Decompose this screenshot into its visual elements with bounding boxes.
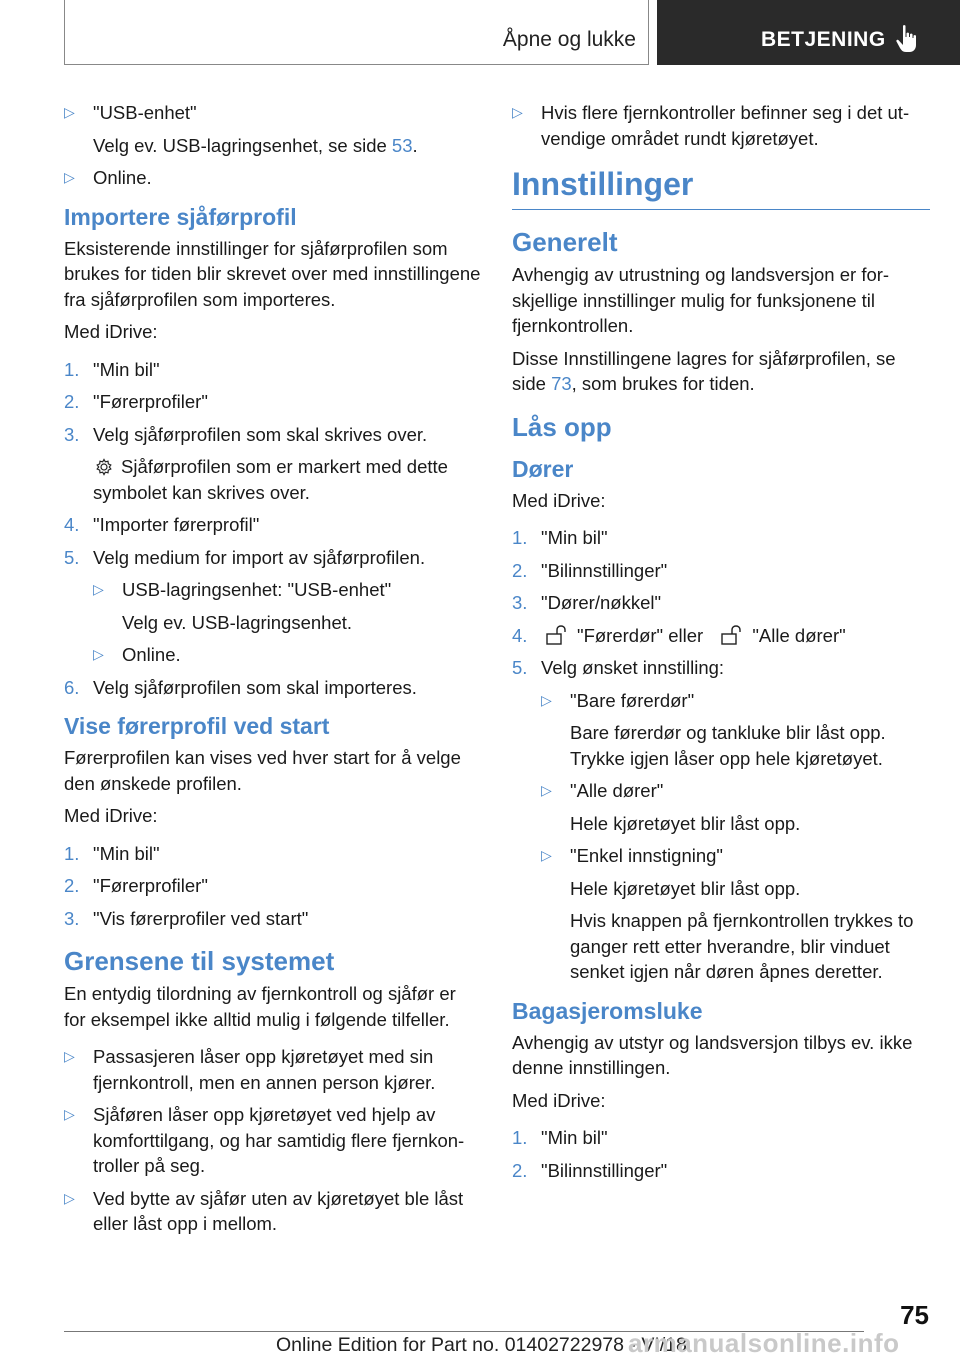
limit-text: Hvis flere fjernkontroller befinner seg i det utvendige området rundt kjøretøyet. — [541, 102, 910, 149]
page-link-73[interactable]: 73 — [551, 373, 572, 394]
step-number: 3. — [512, 592, 528, 613]
step-number: 1. — [512, 527, 528, 548]
heading-settings: Innstillinger — [512, 165, 930, 210]
step-text: "Min bil" — [93, 358, 160, 380]
step-item — [512, 623, 930, 649]
paragraph-import: Eksisterende innstillinger for sjåførprofilen som brukes for tiden blir skrevet over med innstillingene fra sjåførprofilen som importeres. — [64, 237, 481, 310]
list-item — [64, 100, 482, 126]
usb-note-text: Velg ev. USB-lagringsenhet, se side — [93, 134, 392, 156]
step-text: "Vis førerprofiler ved start" — [93, 907, 309, 929]
step-item — [512, 1125, 930, 1151]
gear-icon — [93, 458, 115, 476]
option-note: Bare førerdør og tankluke blir låst opp. Trykke igjen låser opp hele kjøretøyet. — [570, 722, 886, 769]
list-item — [64, 1186, 482, 1237]
step-number: 6. — [64, 676, 80, 698]
paragraph-saved — [512, 346, 930, 397]
sub-item-note: Velg ev. USB-lagringsenhet. — [122, 611, 353, 633]
limit-text: Sjåføren låser opp kjøretøyet ved hjelp av komforttilgang, og har samtidig flere fjernkontroller på seg. — [93, 1104, 465, 1176]
step-number: 1. — [512, 1127, 528, 1148]
paragraph-system-limits: En entydig tilordning av fjernkontroll og sjåfør er for eksempel ikke alltid mulig i følgende tilfeller. — [64, 983, 456, 1030]
list-item — [64, 165, 482, 191]
bullet-triangle-icon: ▷ — [541, 847, 552, 863]
heading-system-limits: Grensene til systemet — [64, 946, 335, 976]
step-number: 3. — [64, 907, 80, 929]
step-number: 2. — [64, 875, 80, 896]
option-note: Hele kjøretøyet blir låst opp. — [570, 877, 801, 899]
footer-edition: Online Edition for Part no. 01402722978 - VI/18 — [276, 1334, 687, 1356]
step-item — [64, 873, 482, 899]
step-text: "Førerprofiler" — [93, 391, 208, 412]
sub-list-item — [64, 577, 482, 603]
pointing-hand-icon — [895, 24, 921, 54]
step-item — [64, 389, 482, 415]
saved-text-end: , som brukes for tiden. — [571, 373, 755, 394]
sub-item-text: Online. — [122, 644, 181, 665]
step-number: 5. — [64, 546, 80, 568]
sub-list-item — [512, 688, 930, 714]
bullet-triangle-icon: ▷ — [541, 691, 552, 708]
step-item — [512, 558, 930, 584]
right-column — [512, 100, 930, 1190]
bullet-triangle-icon: ▷ — [93, 581, 104, 597]
bullet-triangle-icon: ▷ — [541, 782, 552, 798]
header-chapter-label: BETJENING — [761, 28, 886, 51]
step-number: 3. — [64, 423, 80, 445]
option-text: "Alle dører" — [570, 780, 664, 801]
paragraph-trunk: Avhengig av utstyr og landsversjon tilbys ev. ikke denne innstillingen. — [512, 1031, 913, 1078]
step-item — [64, 357, 482, 383]
step-text: "Importer førerprofil" — [93, 514, 260, 535]
step-text: "Min bil" — [541, 527, 608, 548]
unlock-icon — [720, 625, 744, 645]
sub-list-item — [512, 778, 930, 804]
option-note: Hvis knappen på fjernkontrollen trykkes to ganger rett etter hverandre, blir vinduet senket igjen når døren åpnes deretter. — [570, 910, 914, 982]
usb-note-end: . — [412, 134, 418, 156]
list-item — [64, 1102, 482, 1179]
option-text: "Bare førerdør" — [570, 689, 695, 711]
heading-import-profile: Importere sjåførprofil — [64, 203, 297, 230]
step-text: "Alle dører" — [752, 624, 846, 646]
header-section-title: Åpne og lukke — [502, 28, 636, 51]
bullet-triangle-icon: ▷ — [64, 1189, 75, 1206]
header-rule-bottom — [64, 64, 649, 65]
heading-unlock: Lås opp — [512, 411, 612, 442]
step-number: 2. — [512, 559, 528, 581]
step-text: Velg sjåførprofilen som skal importeres. — [93, 676, 417, 698]
step-text: Velg sjåførprofilen som skal skrives over. — [93, 423, 428, 445]
header-rule-right — [648, 0, 649, 65]
idrive-label: Med iDrive: — [512, 489, 606, 511]
step-number: 1. — [64, 358, 80, 380]
paragraph-general: Avhengig av utrustning og landsversjon er forskjellige innstillinger mulig for funksjonene til fjernkontrollen. — [512, 264, 890, 336]
step-note — [64, 454, 482, 505]
page-number: 75 — [900, 1300, 929, 1330]
bullet-triangle-icon: ▷ — [64, 1048, 75, 1064]
header-rule-left — [64, 0, 65, 65]
step-item — [64, 675, 482, 701]
step-number: 2. — [512, 1159, 528, 1181]
idrive-label: Med iDrive: — [512, 1089, 606, 1111]
step-text: "Førerprofiler" — [93, 875, 208, 896]
step-number: 5. — [512, 657, 528, 678]
step-text: "Min bil" — [93, 842, 160, 864]
usb-option-note — [64, 133, 482, 159]
bullet-triangle-icon: ▷ — [64, 1106, 75, 1122]
step-item — [64, 422, 482, 448]
sub-list-item — [64, 642, 482, 668]
step-number: 4. — [64, 514, 80, 535]
step-item — [512, 525, 930, 551]
limit-text: Passasjeren låser opp kjøretøyet med sin fjernkontroll, men en annen person kjører. — [93, 1046, 436, 1093]
page-link-53[interactable]: 53 — [391, 134, 413, 156]
usb-option-text: "USB-enhet" — [93, 102, 197, 123]
bullet-triangle-icon: ▷ — [93, 646, 104, 662]
idrive-label: Med iDrive: — [64, 805, 158, 826]
list-item — [512, 100, 930, 151]
sub-item-text: USB-lagringsenhet: "USB-enhet" — [122, 579, 392, 600]
step-text: "Bilinnstillinger" — [541, 559, 668, 581]
unlock-icon — [545, 625, 569, 645]
heading-doors: Dører — [512, 455, 574, 482]
list-item — [64, 1044, 482, 1095]
step-text: "Bilinnstillinger" — [541, 1159, 668, 1181]
step-item — [512, 655, 930, 681]
paragraph-show-profile: Førerprofilen kan vises ved hver start for å velge den ønskede profilen. — [64, 747, 461, 794]
step-item — [512, 590, 930, 616]
step-number: 2. — [64, 391, 80, 412]
step-text: "Dører/nøkkel" — [541, 592, 662, 613]
bullet-triangle-icon: ▷ — [64, 104, 75, 120]
step-item — [64, 545, 482, 571]
header-chapter-tab — [657, 0, 960, 65]
option-note: Hele kjøretøyet blir låst opp. — [570, 812, 801, 834]
step-text: Velg ønsket innstilling: — [541, 657, 725, 678]
sub-list-item — [512, 843, 930, 869]
step-item — [512, 1158, 930, 1184]
idrive-label: Med iDrive: — [64, 321, 158, 342]
step-note-text: Sjåførprofilen som er markert med dette symbolet kan skrives over. — [93, 456, 448, 503]
step-text: "Førerdør" eller — [577, 624, 704, 646]
step-text: "Min bil" — [541, 1127, 608, 1148]
bullet-triangle-icon: ▷ — [64, 169, 75, 185]
step-number: 1. — [64, 842, 80, 864]
step-item — [64, 512, 482, 538]
option-text: "Enkel innstigning" — [570, 845, 724, 866]
bullet-triangle-icon: ▷ — [512, 104, 523, 120]
heading-show-profile: Vise førerprofil ved start — [64, 713, 330, 739]
step-text: Velg medium for import av sjåførprofilen. — [93, 546, 426, 568]
limit-text: Ved bytte av sjåfør uten av kjøretøyet ble låst eller låst opp i mellom. — [93, 1187, 464, 1234]
saved-text: Disse Innstillingene lagres for sjåførprofilen, se side — [512, 347, 896, 394]
step-item — [64, 906, 482, 932]
step-number: 4. — [512, 624, 528, 646]
step-item — [64, 841, 482, 867]
heading-trunk: Bagasjeromsluke — [512, 997, 703, 1024]
left-column — [64, 100, 482, 1244]
heading-general: Generelt — [512, 227, 618, 257]
online-option-text: Online. — [93, 167, 152, 188]
watermark: armanualsonline.info — [628, 1328, 900, 1358]
